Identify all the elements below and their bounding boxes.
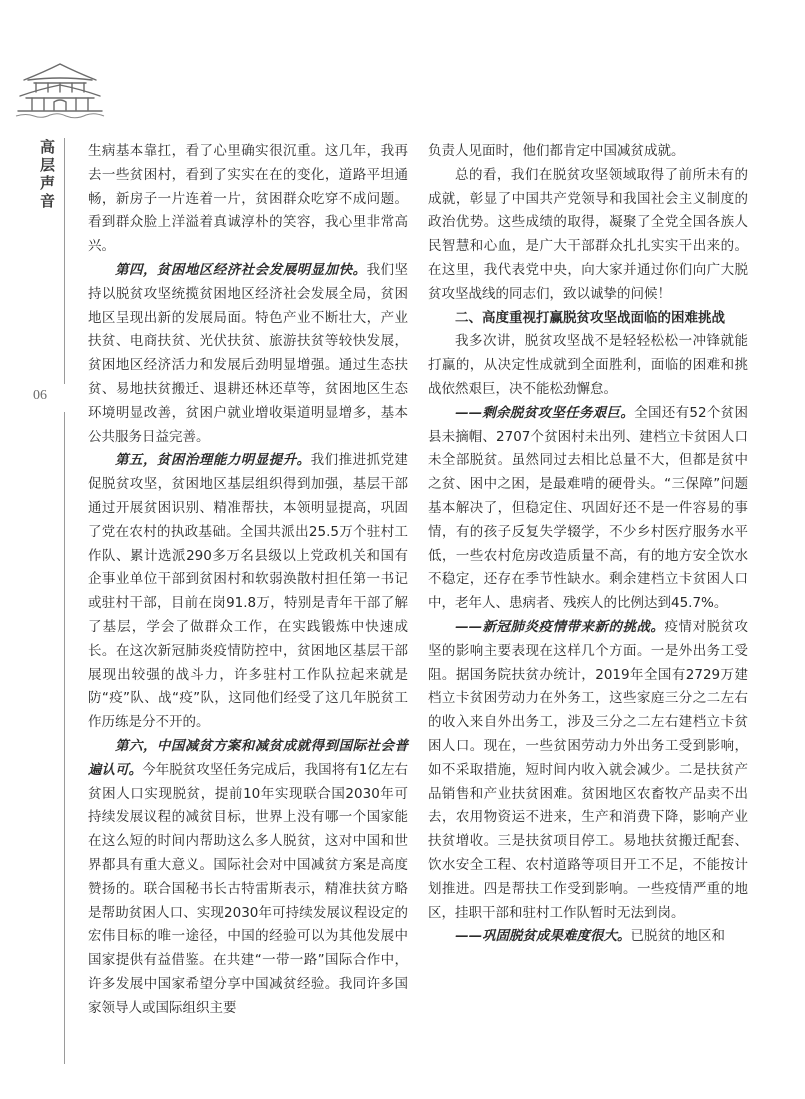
paragraph-body: 我们坚持以脱贫攻坚统揽贫困地区经济社会发展全局，贫困地区呈现出新的发展局面。特色产业不断壮大，产业扶贫、电商扶贫、光伏扶贫、旅游扶贫等较快发展，贫困地区经济活力和发展后劲明显增强。通过生态扶贫、易地扶贫搬迁、退耕还林还草等，贫困地区生态环境明显改善，贫困户就业增收渠道明显增多，基本公共服务日益完善。	[88, 261, 409, 445]
paragraph-body: 今年脱贫攻坚任务完成后，我国将有1亿左右贫困人口实现脱贫，提前10年实现联合国2030年可持续发展议程的减贫目标，世界上没有哪一个国家能在这么短的时间内帮助这么多人脱贫，这对中国和世界都具有重大意义。国际社会对中国减贫方案是高度赞扬的。联合国秘书长古特雷斯表示，精准扶贫方略是帮助贫困人口、实现2030年可持续发展议程设定的宏伟目标的唯一途径，中国的经验可以为其他发展中国家提供有益借鉴。在共建“一带一路”国际合作中，许多发展中国家希望分享中国减贫经验。我同许多国家领导人或国际组织主要	[88, 761, 409, 1016]
paragraph-lead: ——巩固脱贫成果难度很大。	[455, 928, 631, 945]
paragraph: 负责人见面时，他们都肯定中国减贫成就。	[428, 143, 685, 159]
paragraph	[428, 402, 748, 616]
paragraph	[428, 925, 748, 949]
paragraph	[428, 616, 748, 925]
paragraph-lead: ——剩余脱贫攻坚任务艰巨。	[455, 404, 635, 421]
pavilion-logo	[14, 58, 106, 120]
side-divider-top	[64, 138, 65, 384]
paragraph-body: 已脱贫的地区和	[630, 928, 725, 945]
paragraph	[88, 259, 408, 449]
right-column	[428, 140, 748, 949]
paragraph: 我多次讲，脱贫攻坚战不是轻轻松松一冲锋就能打赢的，从决定性成就到全面胜利，面临的困难和挑战依然艰巨，决不能松劲懈怠。	[428, 333, 748, 397]
paragraph	[88, 735, 408, 1021]
side-divider-bottom	[64, 412, 65, 1064]
paragraph-body: 我们推进抓党建促脱贫攻坚，贫困地区基层组织得到加强，基层干部通过开展贫困识别、精准帮扶，本领明显提高，巩固了党在农村的执政基础。全国共派出25.5万个驻村工作队、累计选派290多万名县级以上党政机关和国有企事业单位干部到贫困村和软弱涣散村担任第一书记或驻村干部，目前在岗91.8万，特别是青年干部了解了基层，学会了做群众工作，在实践锻炼中快速成长。在这次新冠肺炎疫情防控中，贫困地区基层干部展现出较强的战斗力，许多驻村工作队拉起来就是防“疫”队、战“疫”队，这同他们经受了这几年脱贫工作历练是分不开的。	[88, 452, 409, 731]
section-title: 高层声音	[40, 138, 56, 210]
section-heading: 二、高度重视打赢脱贫攻坚战面临的困难挑战	[455, 309, 725, 326]
left-column	[88, 140, 408, 1020]
page-number: 06	[33, 388, 47, 403]
paragraph: 总的看，我们在脱贫攻坚领域取得了前所未有的成就，彰显了中国共产党领导和我国社会主义制度的政治优势。这些成绩的取得，凝聚了全党全国各族人民智慧和心血，是广大干部群众扎扎实实干出来的。在这里，我代表党中央，向大家并通过你们向广大脱贫攻坚战线的同志们，致以诚挚的问候！	[428, 166, 748, 302]
paragraph-lead: ——新冠肺炎疫情带来新的挑战。	[455, 618, 665, 635]
paragraph-body: 疫情对脱贫攻坚的影响主要表现在这样几个方面。一是外出务工受阻。据国务院扶贫办统计，2019年全国有2729万建档立卡贫困劳动力在外务工，这些家庭三分之二左右的收入来自外出务工，涉及三分之二左右建档立卡贫困人口。现在，一些贫困劳动力外出务工受到影响，如不采取措施，短时间内收入就会减少。二是扶贫产品销售和产业扶贫困难。贫困地区农畜牧产品卖不出去，农用物资运不进来，生产和消费下降，影响产业扶贫增收。三是扶贫项目停工。易地扶贫搬迁配套、饮水安全工程、农村道路等项目开工不足，不能按计划推进。四是帮扶工作受到影响。一些疫情严重的地区，挂职干部和驻村工作队暂时无法到岗。	[428, 618, 748, 921]
paragraph-lead: 第五，贫困治理能力明显提升。	[115, 452, 311, 469]
paragraph-lead: 第四，贫困地区经济社会发展明显加快。	[115, 261, 367, 278]
paragraph: 生病基本靠扛，看了心里确实很沉重。这几年，我再去一些贫困村，看到了实实在在的变化，道路平坦通畅，新房子一片连着一片，贫困群众吃穿不成问题。看到群众脸上洋溢着真诚淳朴的笑容，我心里非常高兴。	[88, 143, 408, 255]
paragraph-body: 全国还有52个贫困县未摘帽、2707个贫困村未出列、建档立卡贫困人口未全部脱贫。虽然同过去相比总量不大，但都是贫中之贫、困中之困，是最难啃的硬骨头。“三保障”问题基本解决了，但稳定住、巩固好还不是一件容易的事情，有的孩子反复失学辍学，不少乡村医疗服务水平低，一些农村危房改造质量不高，有的地方安全饮水不稳定，还存在季节性缺水。剩余建档立卡贫困人口中，老年人、患病者、残疾人的比例达到45.7%。	[428, 404, 748, 612]
paragraph	[88, 449, 408, 735]
paragraph-lead: 第六，中国减贫方案和减贫成就得到国际社会普遍认可。	[88, 737, 408, 778]
